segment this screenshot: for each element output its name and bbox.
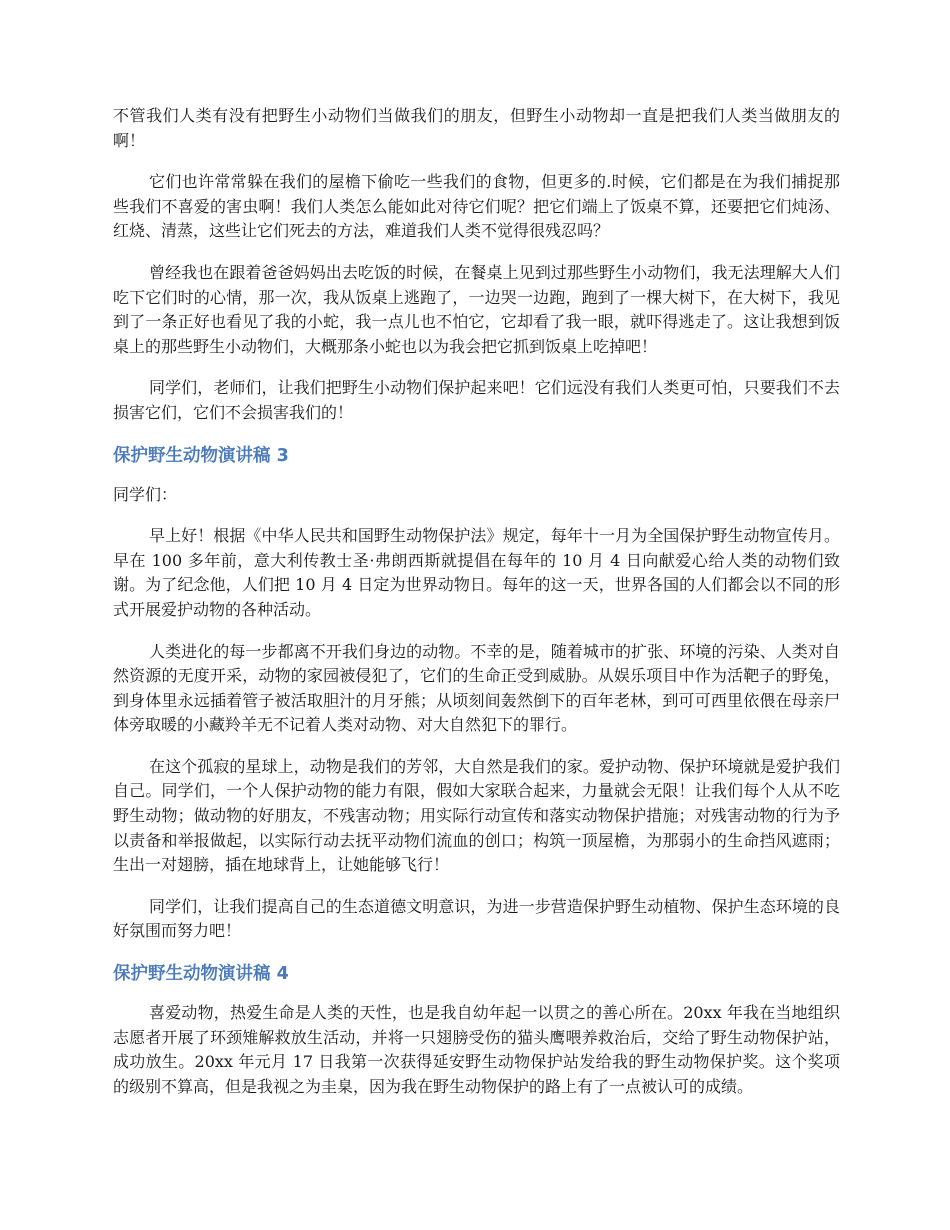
paragraph-animal-day: 早上好！根据《中华人民共和国野生动物保护法》规定，每年十一月为全国保护野生动物宣传月。早在 100 多年前，意大利传教士圣·弗朗西斯就提倡在每年的 10 月 4 日向献爱心给人类的动物们致谢。为了纪念他，人们把 10 月 4 日定为世界动物日。每年的这一天，世界各国的人们都会以不同的形式开展爱护动物的各种活动。	[113, 526, 840, 619]
paragraph-opening: 不管我们人类有没有把野生小动物们当做我们的朋友，但野生小动物却一直是把我们人类当做朋友的啊！	[113, 106, 840, 150]
paragraph-love-animals: 喜爱动物，热爱生命是人类的天性，也是我自幼年起一以贯之的善心所在。20xx 年我在当地组织志愿者开展了环颈雉解救放生活动，并将一只翅膀受伤的猫头鹰喂养救治后，交给了野生动物保护站，成功放生。20xx 年元月 17 日我第一次获得延安野生动物保护站发给我的野生动物保护奖。这个奖项的级别不算高，但是我视之为圭臬，因为我在野生动物保护的路上有了一点被认可的成绩。	[113, 1003, 840, 1096]
paragraph-snake-story: 曾经我也在跟着爸爸妈妈出去吃饭的时候，在餐桌上见到过那些野生小动物们，我无法理解大人们吃下它们时的心情，那一次，我从饭桌上逃跑了，一边哭一边跑，跑到了一棵大树下，在大树下，我见到了一条正好也看见了我的小蛇，我一点儿也不怕它，它却看了我一眼，就吓得逃走了。这让我想到饭桌上的那些野生小动物们，大概那条小蛇也以为我会把它抓到饭桌上吃掉吧！	[113, 262, 840, 356]
greeting: 同学们：	[113, 484, 178, 504]
paragraph-appeal: 同学们，老师们，让我们把野生小动物们保护起来吧！它们远没有我们人类更可怕，只要我们不去损害它们，它们不会损害我们的！	[113, 378, 840, 422]
paragraph-eaves: 它们也许常常躲在我们的屋檐下偷吃一些我们的食物，但更多的.时候，它们都是在为我们捕捉那些我们不喜爱的害虫啊！我们人类怎么能如此对待它们呢？把它们端上了饭桌不算，还要把它们炖汤、红烧、清蒸，这些让它们死去的方法，难道我们人类不觉得很残忍吗？	[113, 172, 840, 241]
paragraph-lonely-planet: 在这个孤寂的星球上，动物是我们的芳邻，大自然是我们的家。爱护动物、保护环境就是爱护我们自己。同学们，一个人保护动物的能力有限，假如大家联合起来，力量就会无限！让我们每个人从不吃野生动物；做动物的好朋友，不残害动物；用实际行动宣传和落实动物保护措施；对残害动物的行为予以责备和举报做起，以实际行动去抚平动物们流血的创口；构筑一顶屋檐，为那弱小的生命挡风遮雨；生出一对翅膀，插在地球背上，让她能够飞行！	[113, 756, 840, 875]
section-heading-4: 保护野生动物演讲稿 4	[113, 964, 289, 985]
paragraph-ecological-awareness: 同学们，让我们提高自己的生态道德文明意识，为进一步营造保护野生动植物、保护生态环境的良好氛围而努力吧！	[113, 896, 840, 941]
paragraph-evolution: 人类进化的每一步都离不开我们身边的动物。不幸的是，随着城市的扩张、环境的污染、人类对自然资源的无度开采，动物的家园被侵犯了，它们的生命正受到威胁。从娱乐项目中作为活靶子的野兔，到身体里永远插着管子被活取胆汁的月牙熊；从顷刻间轰然倒下的百年老林，到可可西里依偎在母亲尸体旁取暖的小藏羚羊无不记着人类对动物、对大自然犯下的罪行。	[113, 641, 840, 735]
section-heading-3: 保护野生动物演讲稿 3	[113, 445, 289, 466]
